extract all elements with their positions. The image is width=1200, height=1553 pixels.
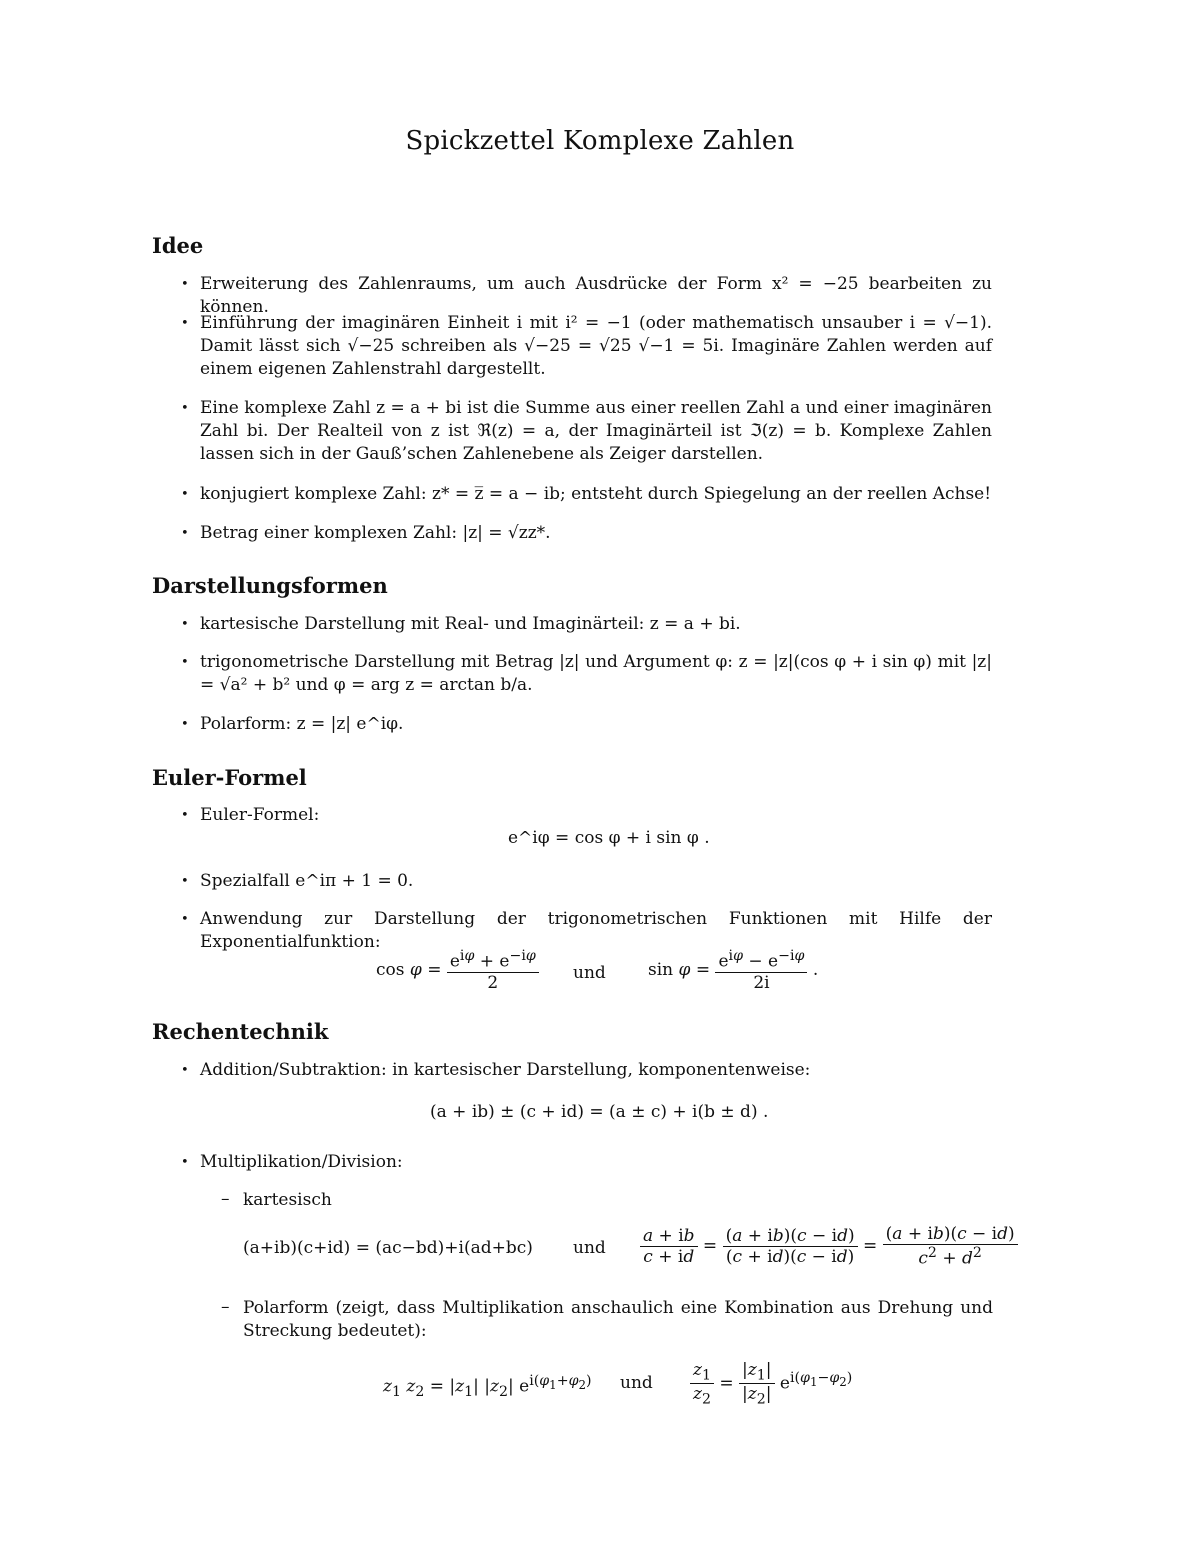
bullet-icon: • xyxy=(181,487,189,502)
euler-item-1: Euler-Formel: xyxy=(200,805,320,825)
bullet-icon: • xyxy=(181,912,189,927)
rechen-item-1: Addition/Subtraktion: in kartesischer Darstellung, komponentenweise: xyxy=(200,1060,811,1080)
section-heading-darstellungsformen: Darstellungsformen xyxy=(152,573,388,598)
und-label: und xyxy=(573,963,606,983)
bullet-icon: • xyxy=(181,277,189,292)
cos-formula: cos φ = $\frac{e^{i\varphi} + e^{-i\varphi}}{2}$ xyxy=(376,948,539,993)
page-title: Spickzettel Komplexe Zahlen xyxy=(405,126,795,156)
dash-icon: – xyxy=(221,1189,230,1209)
idee-item-2: Einführung der imaginären Einheit i mit i² = −1 (oder mathematisch unsauber i = √−1). Damit lässt sich √−25 schreiben als √−25 = √25 √−1 = 5i. Imaginäre Zahlen werden auf einem eigenen Zahlenstrahl dargestellt. xyxy=(200,313,992,379)
sin-fraction: $\frac{e^{i\varphi} - e^{-i\varphi}}{2i}$ xyxy=(715,948,807,993)
list-item xyxy=(181,1151,992,1174)
list-item xyxy=(181,483,992,506)
list-item xyxy=(181,1059,992,1082)
darstellung-item-1: kartesische Darstellung mit Real- und Imaginärteil: z = a + bi. xyxy=(200,614,741,634)
euler-formula: e^iφ = cos φ + i sin φ . xyxy=(508,828,710,848)
euler-item-3: Anwendung zur Darstellung der trigonometrischen Funktionen mit Hilfe der Exponentialfunktion: xyxy=(200,909,992,952)
darstellung-item-3: Polarform: z = |z| e^iφ. xyxy=(200,714,404,734)
list-item xyxy=(181,713,992,736)
list-item xyxy=(181,870,992,893)
polar-division-formula: $\frac{z_1}{z_2}$ = $\frac{|z_1|}{|z_2|}$ $e^{i(\varphi_1-\varphi_2)}$ xyxy=(690,1360,852,1408)
bullet-icon: • xyxy=(181,316,189,331)
bullet-icon: • xyxy=(181,1063,189,1078)
sin-formula: sin φ = $\frac{e^{i\varphi} - e^{-i\varphi}}{2i}$ . xyxy=(648,948,819,993)
list-item xyxy=(181,613,992,636)
list-item xyxy=(181,804,992,827)
list-item xyxy=(181,651,992,697)
bullet-icon: • xyxy=(181,401,189,416)
und-label: und xyxy=(620,1373,653,1393)
section-heading-rechentechnik: Rechentechnik xyxy=(152,1019,329,1044)
rechen-subitem-1: kartesisch xyxy=(243,1190,332,1210)
und-label: und xyxy=(573,1238,606,1258)
section-heading-idee: Idee xyxy=(152,233,204,258)
addition-formula: (a + ib) ± (c + id) = (a ± c) + i(b ± d) . xyxy=(430,1102,769,1122)
idee-item-5: Betrag einer komplexen Zahl: |z| = √zz*. xyxy=(200,523,551,543)
list-item xyxy=(181,312,992,381)
idee-item-4: konjugiert komplexe Zahl: z* = z̅ = a − ib; entsteht durch Spiegelung an der reellen Achse! xyxy=(200,484,992,504)
bullet-icon: • xyxy=(181,655,189,670)
bullet-icon: • xyxy=(181,526,189,541)
dash-icon: – xyxy=(221,1297,230,1317)
bullet-icon: • xyxy=(181,1155,189,1170)
division-formula: $\frac{a + ib}{c + id}$ = $\frac{(a + ib)(c - id)}{(c + id)(c - id)}$ = $\frac{(a + ib)(c - id)}{c^2 + d^2}$ xyxy=(640,1224,1018,1269)
bullet-icon: • xyxy=(181,617,189,632)
bullet-icon: • xyxy=(181,874,189,889)
section-heading-euler-formel: Euler-Formel xyxy=(152,765,307,790)
polar-multiplication-formula: $z_1$ $z_2 = |z_1|$ $|z_2|$ $e^{i(\varphi_1+\varphi_2)}$ xyxy=(383,1373,592,1401)
cos-fraction: $\frac{e^{i\varphi} + e^{-i\varphi}}{2}$ xyxy=(447,948,539,993)
list-item xyxy=(181,397,992,466)
darstellung-item-2: trigonometrische Darstellung mit Betrag |z| und Argument φ: z = |z|(cos φ + i sin φ) mit |z| = √a² + b² und φ = arg z = arctan b/a. xyxy=(200,652,992,695)
rechen-subitem-2: Polarform (zeigt, dass Multiplikation anschaulich eine Kombination aus Drehung und Streckung bedeutet): xyxy=(243,1298,993,1341)
multiplication-formula: (a+ib)(c+id) = (ac−bd)+i(ad+bc) xyxy=(243,1238,533,1258)
bullet-icon: • xyxy=(181,717,189,732)
list-item xyxy=(181,908,992,954)
idee-item-1: Erweiterung des Zahlenraums, um auch Ausdrücke der Form x² = −25 bearbeiten zu können. xyxy=(200,274,992,317)
rechen-item-2: Multiplikation/Division: xyxy=(200,1152,403,1172)
bullet-icon: • xyxy=(181,808,189,823)
idee-item-3: Eine komplexe Zahl z = a + bi ist die Summe aus einer reellen Zahl a und einer imaginären Zahl bi. Der Realteil von z ist ℜ(z) = a, der Imaginärteil ist ℑ(z) = b. Komplexe Zahlen lassen sich in der Gauß’schen Zahlenebene als Zeiger darstellen. xyxy=(200,398,992,464)
list-item xyxy=(181,522,992,545)
euler-item-2: Spezialfall e^iπ + 1 = 0. xyxy=(200,871,414,891)
